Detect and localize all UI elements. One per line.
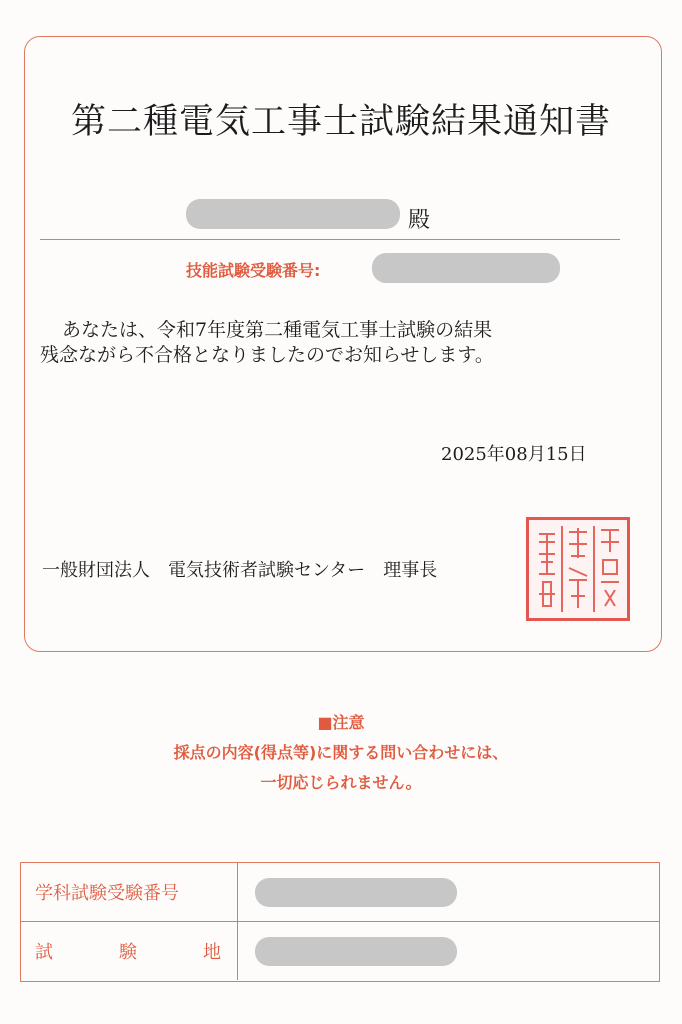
practical-exam-number-label: 技能試験受験番号: xyxy=(186,261,321,280)
table-row-exam-location xyxy=(21,922,659,980)
result-message-line-1: あなたは、令和7年度第二種電気工事士試験の結果 xyxy=(62,319,493,341)
exam-location-label xyxy=(21,922,238,980)
exam-info-table xyxy=(20,862,660,982)
name-underline xyxy=(40,239,620,240)
written-exam-number-label: 学科試験受験番号 xyxy=(21,863,238,921)
seal-stamp-icon xyxy=(529,520,627,618)
official-seal xyxy=(526,517,630,621)
notice-section xyxy=(0,712,682,798)
notice-heading: ■注意 xyxy=(317,713,365,732)
honorific: 殿 xyxy=(408,208,431,233)
written-exam-number-redacted xyxy=(255,878,457,907)
issuer-name: 一般財団法人 電気技術者試験センター 理事長 xyxy=(42,560,438,581)
exam-location-label-char-2: 験 xyxy=(119,942,137,963)
result-message-line-2: 残念ながら不合格となりましたのでお知らせします。 xyxy=(40,344,494,366)
document-title: 第二種電気工事士試験結果通知書 xyxy=(70,102,611,142)
notice-line-1: 採点の内容(得点等)に関する問い合わせには、 xyxy=(173,743,509,762)
exam-location-label-char-3: 地 xyxy=(203,942,221,963)
issue-date: 2025年08月15日 xyxy=(441,444,587,465)
table-row-written-exam-number xyxy=(21,863,659,922)
result-message xyxy=(40,318,640,368)
notice-line-2: 一切応じられません。 xyxy=(260,773,422,792)
exam-location-label-char-1: 試 xyxy=(35,942,53,963)
exam-location-redacted xyxy=(255,937,457,966)
practical-exam-number-redacted xyxy=(372,253,560,283)
recipient-name-redacted xyxy=(186,199,400,229)
